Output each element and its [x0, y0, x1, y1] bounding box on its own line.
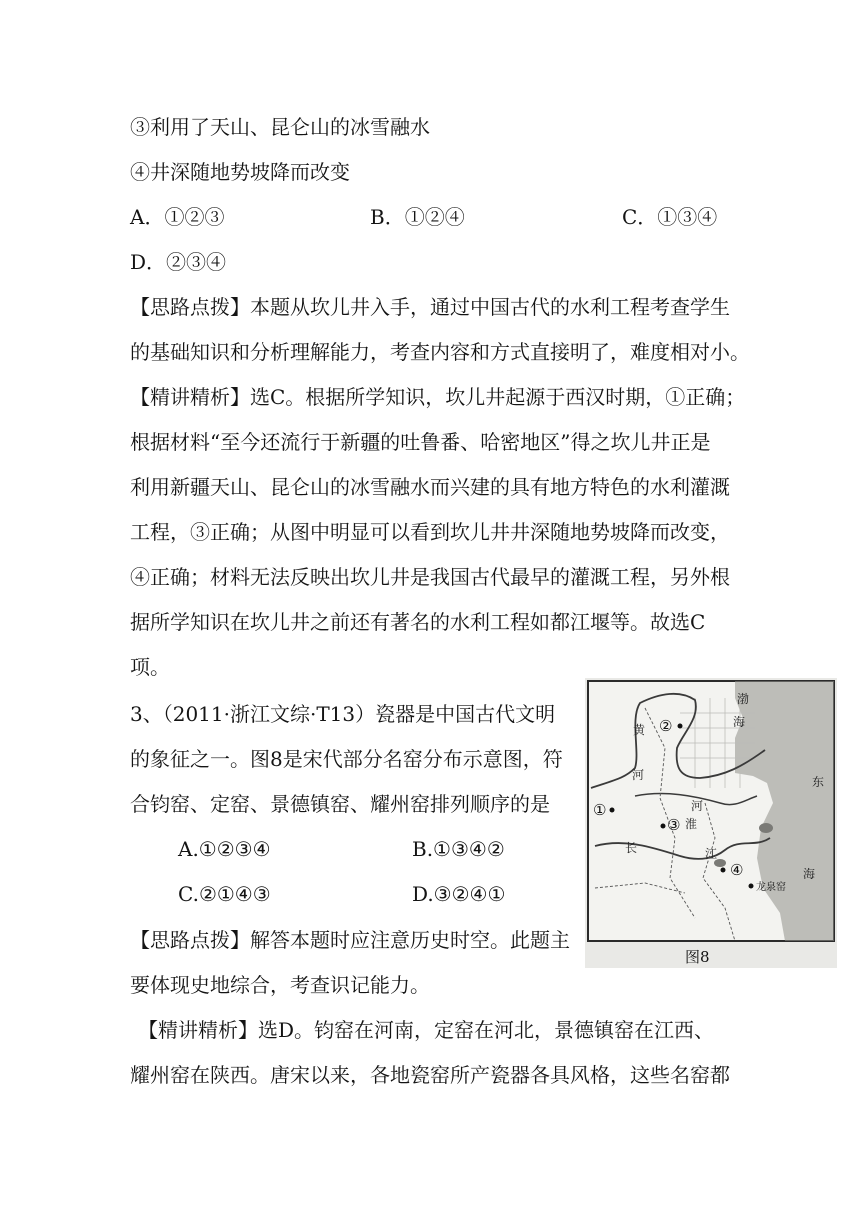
- q2-analysis-line-1: 【精讲精析】选C。根据所学知识，坎儿井起源于西汉时期，①正确；: [130, 385, 746, 409]
- q2-analysis-line-6: 据所学知识在坎儿井之前还有著名的水利工程如都江堰等。故选C: [130, 610, 706, 634]
- q2-hint-line-2: 的基础知识和分析理解能力，考查内容和方式直接明了，难度相对小。: [130, 340, 750, 364]
- q3-option-c: C.②①④③: [178, 882, 271, 906]
- q3-stem-line-3: 合钧窑、定窑、景德镇窑、耀州窑排列顺序的是: [130, 792, 550, 816]
- label-he-2: 河: [691, 799, 704, 813]
- q2-item-3: ③利用了天山、昆仑山的冰雪融水: [130, 115, 430, 139]
- kiln-dot-1: [610, 808, 615, 813]
- q2-item-4: ④井深随地势坡降而改变: [130, 160, 350, 184]
- q3-analysis-line-1: 【精讲精析】选D。钧窑在河南，定窑在河北，景德镇窑在江西、: [138, 1018, 715, 1042]
- label-dong: 东: [812, 775, 825, 789]
- lake: [759, 823, 773, 833]
- label-he-1: 河: [632, 768, 645, 782]
- kiln-dot-3: [661, 824, 666, 829]
- q3-hint-line-2: 要体现史地综合，考查识记能力。: [130, 973, 430, 997]
- marker-4: ④: [730, 861, 744, 879]
- kiln-dot-longquan: [749, 884, 754, 889]
- q3-analysis-line-2: 耀州窑在陕西。唐宋以来，各地瓷窑所产瓷器各具风格，这些名窑都: [130, 1063, 730, 1087]
- q3-stem-line-1: 3、（2011·浙江文综·T13）瓷器是中国古代文明: [130, 702, 556, 726]
- marker-1: ①: [593, 801, 607, 819]
- label-bohai-1: 渤: [737, 692, 750, 706]
- q2-option-d: D．②③④: [130, 250, 227, 274]
- q2-option-c: C．①③④: [622, 205, 718, 229]
- label-bohai-2: 海: [733, 715, 746, 729]
- q2-analysis-line-5: ④正确；材料无法反映出坎儿井是我国古代最早的灌溉工程，另外根: [130, 565, 730, 589]
- marker-2: ②: [659, 717, 673, 735]
- q2-hint-line-1: 【思路点拨】本题从坎儿井入手，通过中国古代的水利工程考查学生: [130, 295, 730, 319]
- q2-analysis-line-2: 根据材料“至今还流行于新疆的吐鲁番、哈密地区”得之坎儿井正是: [130, 430, 711, 454]
- q2-analysis-line-3: 利用新疆天山、昆仑山的冰雪融水而兴建的具有地方特色的水利灌溉: [130, 475, 730, 499]
- label-huang: 黄: [633, 723, 646, 737]
- map-caption: 图8: [685, 948, 710, 966]
- q2-option-b: B．①②④: [370, 205, 465, 229]
- q3-option-b: B.①③④②: [412, 837, 505, 861]
- song-kiln-map: [585, 678, 837, 968]
- label-jiang: 江: [705, 847, 718, 861]
- kiln-dot-4: [721, 868, 726, 873]
- label-chang: 长: [625, 841, 638, 855]
- label-huai: 淮: [685, 817, 698, 831]
- q3-hint-line-1: 【思路点拨】解答本题时应注意历史时空。此题主: [130, 928, 570, 952]
- q2-analysis-line-7: 项。: [130, 655, 170, 679]
- q2-analysis-line-4: 工程，③正确；从图中明显可以看到坎儿井井深随地势坡降而改变，: [130, 520, 730, 544]
- q3-option-a: A.①②③④: [178, 837, 271, 861]
- map-svg: [585, 678, 837, 968]
- label-longquan: 龙泉窑: [756, 882, 786, 893]
- label-hai: 海: [803, 867, 816, 881]
- q3-stem-line-2: 的象征之一。图8是宋代部分名窑分布示意图，符: [130, 747, 563, 771]
- marker-3: ③: [667, 816, 681, 834]
- q2-option-a: A．①②③: [130, 205, 225, 229]
- kiln-dot-2: [678, 724, 683, 729]
- q3-option-d: D.③②④①: [412, 882, 506, 906]
